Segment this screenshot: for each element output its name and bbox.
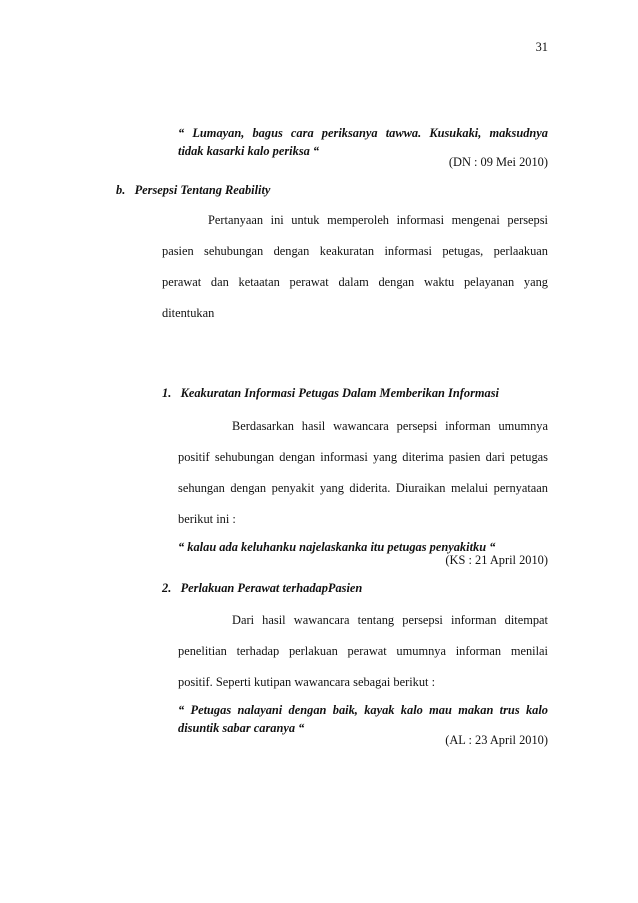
- paragraph-line: positif sehubungan dengan informasi yang diterima pasien dari petugas: [178, 450, 548, 464]
- section-paragraph-reability: [162, 205, 548, 329]
- quote-citation-3: (AL : 23 April 2010): [445, 733, 548, 747]
- paragraph-line: perawat dan ketaatan perawat dalam dengan waktu pelayanan yang: [162, 275, 548, 289]
- paragraph-line: ditentukan: [162, 306, 215, 320]
- section-heading-reability: b. Persepsi Tentang Reability: [116, 183, 271, 197]
- subsection-heading-perlakuan: 2. Perlakuan Perawat terhadapPasien: [162, 581, 363, 595]
- page-number: 31: [535, 40, 548, 54]
- paragraph-line: penelitian terhadap perlakuan perawat umumnya informan menilai: [178, 644, 548, 658]
- subsection-heading-keakuratan: 1. Keakuratan Informasi Petugas Dalam Memberikan Informasi: [162, 386, 500, 400]
- interview-quote-2: “ kalau ada keluhanku najelaskanka itu petugas penyakitku “: [178, 540, 496, 554]
- paragraph-line: positif. Seperti kutipan wawancara sebagai berikut :: [178, 675, 436, 689]
- paragraph-line: sehungan dengan penyakit yang diderita. Diuraikan melalui pernyataan: [178, 481, 548, 495]
- paragraph-line: Dari hasil wawancara tentang persepsi informan ditempat: [232, 613, 548, 627]
- quote-line: disuntik sabar caranya “: [178, 721, 305, 735]
- paragraph-line: Berdasarkan hasil wawancara persepsi informan umumnya: [232, 419, 548, 433]
- quote-citation-2: (KS : 21 April 2010): [445, 553, 548, 567]
- quote-line: “ Petugas nalayani dengan baik, kayak kalo mau makan trus kalo: [178, 703, 548, 717]
- subsection-paragraph-keakuratan: [178, 411, 548, 535]
- paragraph-line: berikut ini :: [178, 512, 236, 526]
- quote-citation-1: (DN : 09 Mei 2010): [448, 155, 548, 169]
- quote-line: tidak kasarki kalo periksa “: [178, 144, 320, 158]
- paragraph-line: pasien sehubungan dengan keakuratan informasi petugas, perlaakuan: [162, 244, 548, 258]
- quote-line: “ Lumayan, bagus cara periksanya tawwa. Kusukaki, maksudnya: [178, 126, 548, 140]
- paragraph-line: Pertanyaan ini untuk memperoleh informasi mengenai persepsi: [208, 213, 548, 227]
- subsection-paragraph-perlakuan: [178, 605, 548, 698]
- interview-quote-3: [178, 701, 548, 737]
